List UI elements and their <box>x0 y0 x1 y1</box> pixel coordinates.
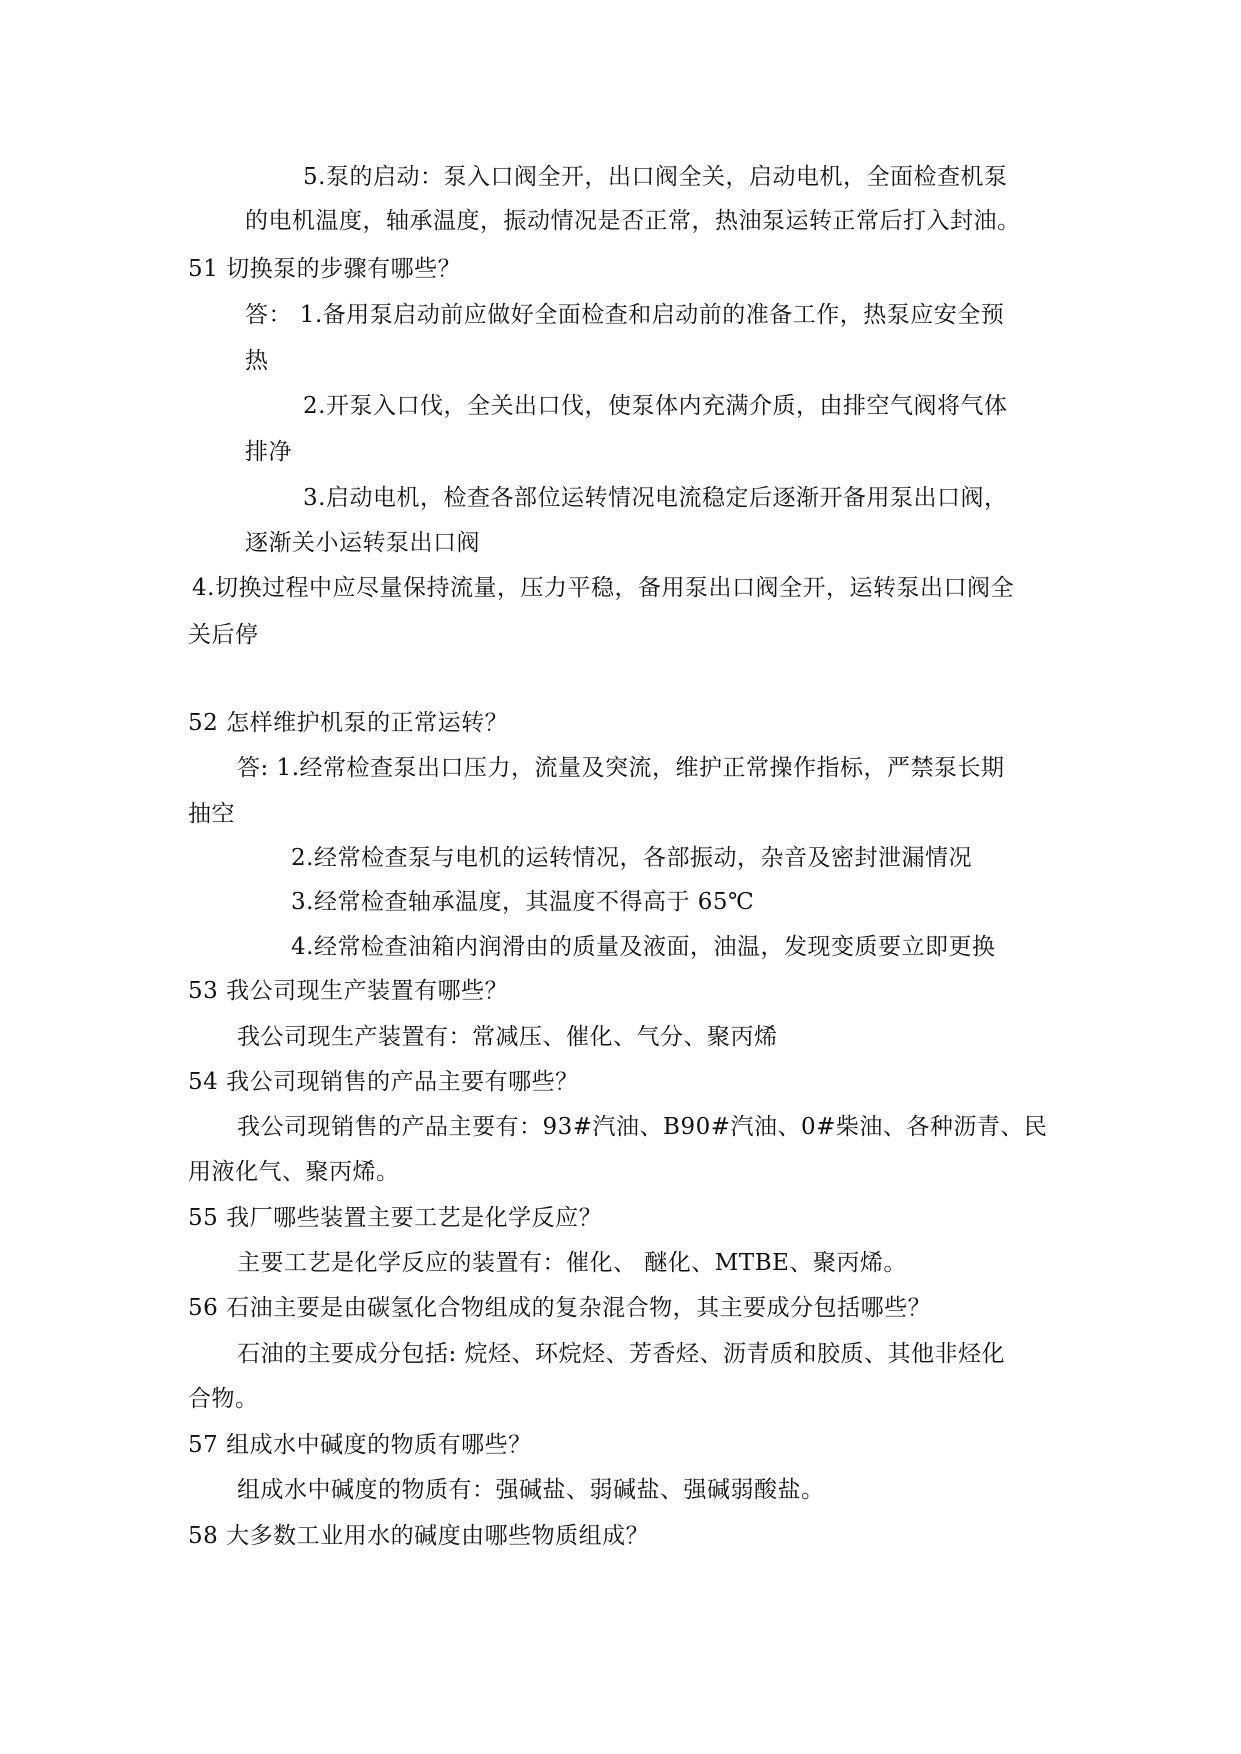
question-heading: 51 切换泵的步骤有哪些？ <box>188 256 462 282</box>
text-line: 石油的主要成分包括: 烷烃、环烷烃、芳香烃、沥青质和胶质、其他非烃化 <box>237 1341 1006 1367</box>
text-line: 抽空 <box>188 801 235 827</box>
text-line: 逐渐关小运转泵出口阀 <box>245 530 480 556</box>
text-line: 排净 <box>245 439 292 465</box>
text-line: 5.泵的启动：泵入口阀全开，出口阀全关，启动电机，全面检查机泵 <box>303 164 1008 190</box>
text-line: 我公司现生产装置有：常减压、催化、气分、聚丙烯 <box>237 1024 778 1050</box>
text-line: 4.经常检查油箱内润滑由的质量及液面，油温，发现变质要立即更换 <box>291 934 996 960</box>
question-heading: 57 组成水中碱度的物质有哪些？ <box>188 1432 532 1458</box>
text-line: 2.经常检查泵与电机的运转情况，各部振动，杂音及密封泄漏情况 <box>291 845 972 871</box>
question-heading: 56 石油主要是由碳氢化合物组成的复杂混合物，其主要成分包括哪些？ <box>188 1295 932 1321</box>
text-line: 合物。 <box>188 1386 259 1412</box>
text-line: 3.经常检查轴承温度，其温度不得高于 65℃ <box>291 889 755 915</box>
text-line: 组成水中碱度的物质有：强碱盐、弱碱盐、强碱弱酸盐。 <box>237 1477 825 1503</box>
text-line: 主要工艺是化学反应的装置有：催化、 醚化、MTBE、聚丙烯。 <box>237 1250 907 1276</box>
question-heading: 53 我公司现生产装置有哪些？ <box>188 978 509 1004</box>
text-line: 答: 1.经常检查泵出口压力，流量及突流，维护正常操作指标，严禁泵长期 <box>237 755 1005 781</box>
text-line: 的电机温度，轴承温度，振动情况是否正常，热油泵运转正常后打入封油。 <box>245 208 1021 234</box>
question-heading: 52 怎样维护机泵的正常运转？ <box>188 710 509 736</box>
text-line: 3.启动电机，检查各部位运转情况电流稳定后逐渐开备用泵出口阀， <box>303 485 1008 511</box>
text-line: 我公司现销售的产品主要有：93#汽油、B90#汽油、0#柴油、各种沥青、民 <box>237 1114 1048 1140</box>
text-line: 用液化气、聚丙烯。 <box>188 1159 400 1185</box>
text-line: 答： 1.备用泵启动前应做好全面检查和启动前的准备工作，热泵应安全预 <box>245 302 1005 328</box>
question-heading: 54 我公司现销售的产品主要有哪些？ <box>188 1069 579 1095</box>
text-line: 4.切换过程中应尽量保持流量，压力平稳，备用泵出口阀全开，运转泵出口阀全 <box>192 575 1014 601</box>
question-heading: 58 大多数工业用水的碱度由哪些物质组成？ <box>188 1523 650 1549</box>
question-heading: 55 我厂哪些装置主要工艺是化学反应？ <box>188 1205 603 1231</box>
text-line: 热 <box>245 348 269 374</box>
text-line: 2.开泵入口伐，全关出口伐，使泵体内充满介质，由排空气阀将气体 <box>303 393 1008 419</box>
text-line: 关后停 <box>188 622 259 648</box>
